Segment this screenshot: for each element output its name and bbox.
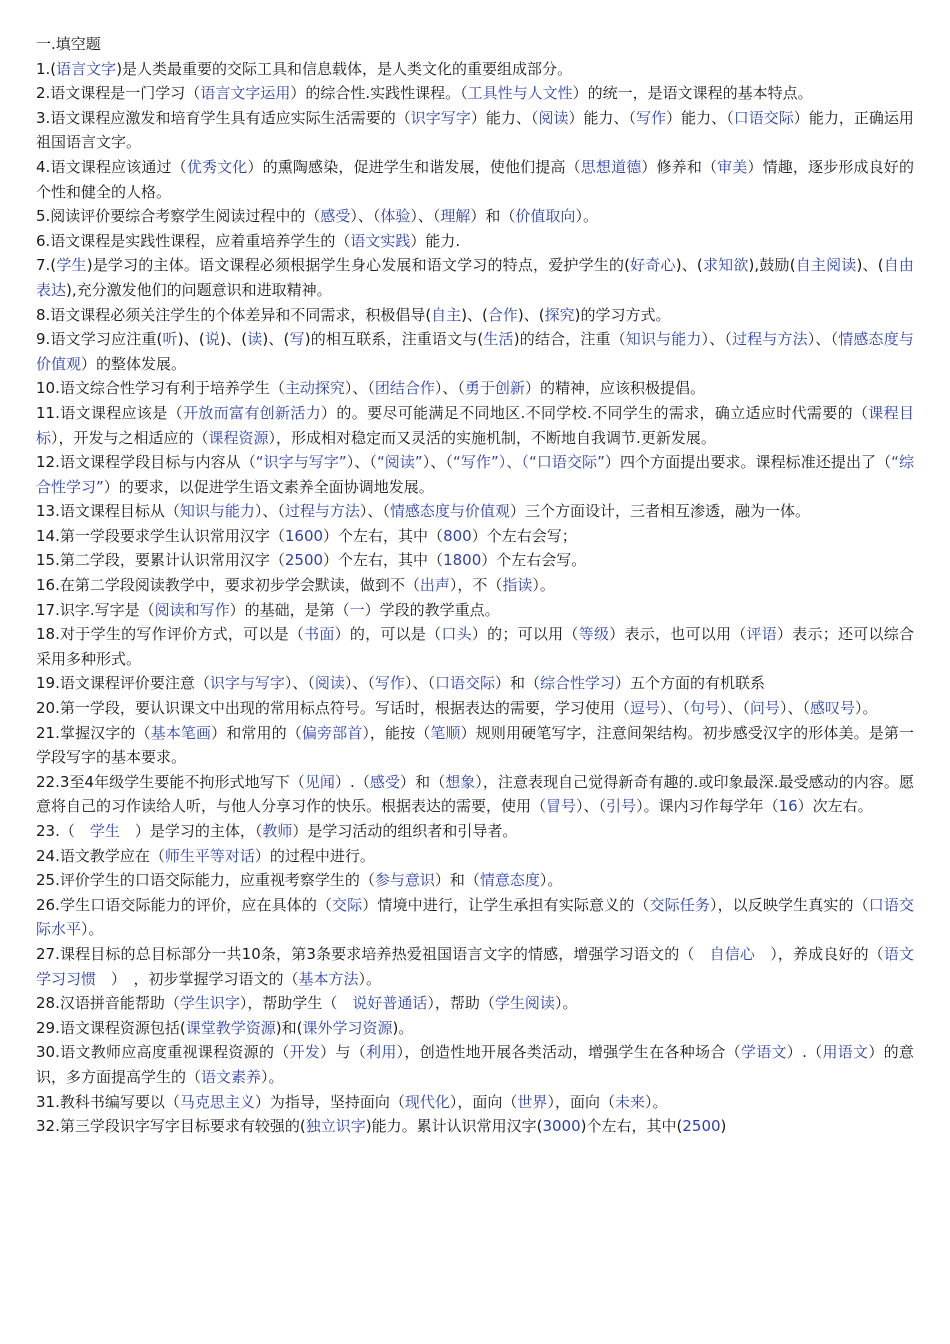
question-text: ）、（ (719, 699, 750, 718)
answer-text: “识字与写字” (255, 453, 347, 472)
question-text: ）。 (644, 1092, 668, 1111)
answer-text: “综合性学习” (36, 453, 914, 496)
question-text: ），面向（ (449, 1092, 518, 1111)
answer-text: 语文实践 (350, 231, 411, 250)
answer-text: 过程与方法 (732, 330, 808, 349)
answer-text: 利用 (366, 1043, 397, 1062)
answer-text: 工具性与人文性 (467, 84, 573, 103)
question-text: ）、（ (576, 797, 607, 816)
answer-text: 价值取向 (515, 207, 576, 226)
answer-text: 教师 (262, 822, 293, 840)
answer-text: 句号 (689, 699, 720, 718)
question-text: )、( (177, 330, 205, 349)
question-text: ），能按（ (362, 723, 431, 742)
question-text: ），以反映学生真实的（ (709, 895, 869, 914)
answer-text: 理解 (440, 207, 471, 226)
question-text: ）.（ (786, 1043, 823, 1062)
question-text: ）个左右会写。 (481, 551, 587, 570)
answer-text: 书面 (304, 625, 335, 644)
question-text: ）的精神，应该积极提倡。 (524, 379, 705, 398)
answer-text: 世界 (517, 1092, 548, 1111)
answer-text: 好奇心 (629, 256, 676, 275)
question-text: )和( (275, 1018, 303, 1037)
question-item (36, 942, 914, 991)
question-text: 16.在第二学段阅读教学中，要求初步学会默读，做到不（ (36, 576, 420, 595)
question-item (36, 106, 914, 155)
answer-text: 评语 (746, 625, 777, 644)
question-text: ）的综合性.实践性课程。（ (290, 84, 468, 103)
answer-text: 自主阅读 (795, 256, 857, 275)
question-item (36, 499, 914, 524)
question-text: )的相互联系，注重语文与( (304, 330, 484, 349)
question-text: 1.( (36, 59, 57, 78)
question-text: )、( (461, 305, 488, 324)
question-text: 5.阅读评价要综合考察学生阅读过程中的（ (36, 207, 321, 226)
document-body (36, 32, 914, 1139)
question-item (36, 770, 914, 819)
answer-text: 综合性学习 (539, 674, 615, 693)
question-item (36, 1016, 914, 1041)
question-item (36, 253, 914, 302)
answer-text: 语言文字 (56, 59, 117, 78)
question-text: 9.语文学习应注重( (36, 330, 163, 349)
question-text: ）和（ (494, 674, 540, 693)
question-text: )是人类最重要的交际工具和信息载体，是人类文化的重要组成部分。 (116, 59, 573, 78)
answer-text: 合作 (487, 305, 518, 324)
question-text: ），开发与之相适应的（ (51, 428, 209, 447)
answer-text: 指读 (502, 576, 533, 595)
answer-text: 逗号 (629, 699, 660, 718)
question-text: ）、（ (422, 453, 453, 472)
answer-text: 开发 (289, 1043, 321, 1062)
answer-text: 出声 (419, 576, 450, 595)
question-text: ），养成良好的（ (755, 944, 884, 963)
question-text: ) (720, 1117, 727, 1136)
answer-text: 体验 (380, 207, 411, 226)
answer-text: 冒号 (546, 797, 577, 816)
question-text: ）。 (532, 576, 555, 595)
question-text: 28.汉语拼音能帮助（ (36, 994, 180, 1013)
answer-text: 语言文字运用 (200, 84, 291, 103)
question-item (36, 376, 914, 401)
question-item (36, 524, 914, 549)
answer-text: 口语交际水平 (36, 895, 914, 939)
answer-text: 知识与能力 (179, 502, 255, 521)
question-text: ），面向（ (547, 1092, 615, 1111)
question-text: ）能力. (410, 231, 461, 250)
question-text: ),充分激发他们的问题意识和进取精神。 (66, 280, 332, 299)
question-item (36, 573, 914, 598)
answer-text: 听 (162, 330, 178, 349)
question-text: ）和（ (434, 871, 480, 890)
question-text: ）是学习的主体，（ (119, 822, 263, 840)
question-text: )、( (517, 305, 545, 324)
answer-text: 2500 (682, 1117, 721, 1136)
question-text: ）次左右。 (797, 797, 873, 816)
answer-text: 识字写字 (410, 108, 471, 127)
answer-text: 独立识字 (305, 1117, 366, 1136)
question-item (36, 1040, 914, 1089)
question-text: ）的。要尽可能满足不同地区.不同学校.不同学生的需求，确立适应时代需要的（ (321, 403, 869, 422)
answer-text: 情感态度与价值观 (389, 502, 510, 521)
question-text: 7.( (36, 256, 57, 275)
question-text: )的学习方式。 (574, 305, 671, 324)
question-item (36, 327, 914, 376)
answer-text: 说好普通话 (352, 994, 428, 1013)
question-text: )、( (675, 256, 703, 275)
answer-text: 阅读 (538, 108, 569, 127)
answer-text: 基本笔画 (150, 723, 212, 742)
question-text: 27.课程目标的总目标部分一共10条，第3条要求培养热爱祖国语言文字的情感，增强学习语文的（ (36, 944, 710, 963)
answer-text: 口语交际 (733, 108, 794, 127)
answer-text: 勇于创新 (464, 379, 525, 398)
question-text: ）、（ (434, 379, 465, 398)
question-text: ），帮助（ (427, 994, 495, 1013)
answer-text: 探究 (544, 305, 575, 324)
question-item (36, 844, 914, 869)
question-text: ）、（ (701, 330, 733, 349)
question-text: ）的统一，是语文课程的基本特点。 (572, 84, 813, 103)
question-text: 21.掌握汉字的（ (36, 723, 151, 742)
answer-text: 审美 (717, 157, 748, 176)
question-item (36, 548, 914, 573)
answer-text: 生活 (483, 330, 514, 349)
answer-text: 说 (204, 330, 221, 349)
answer-text: 语文学习习惯 (36, 944, 914, 988)
question-text: 20.第一学段，要认识课文中出现的常用标点符号。写话时，根据表达的需要，学习使用（ (36, 699, 630, 718)
question-text: 14.第一学段要求学生认识常用汉字（ (36, 526, 285, 545)
question-item (36, 598, 914, 623)
answer-text: 写作 (374, 674, 405, 693)
question-text: 19.语文课程评价要注意（ (36, 674, 210, 693)
question-text: ）为指导，坚持面向（ (254, 1092, 405, 1111)
question-text: ）修养和（ (641, 157, 718, 176)
answer-text: 马克思主义 (179, 1092, 255, 1111)
answer-text: 思想道德 (580, 157, 642, 176)
question-text: ）的要求，以促进学生语文素养全面协调地发展。 (103, 477, 434, 496)
answer-text: 写作 (636, 108, 667, 127)
answer-text: 学生 (56, 256, 87, 275)
question-item (36, 57, 914, 82)
answer-text: 800 (443, 526, 472, 545)
question-text: 6.语文课程是实践性课程，应着重培养学生的（ (36, 231, 351, 250)
answer-text: 等级 (578, 625, 610, 644)
answer-text: 引号 (606, 797, 637, 816)
question-text: ）。 (554, 994, 578, 1013)
answer-text: 自由表达 (36, 256, 914, 299)
question-text: ),鼓励( (748, 256, 796, 275)
question-text: )个左右，其中( (580, 1117, 683, 1136)
answer-text: 求知欲 (702, 256, 749, 275)
answer-text: 情感态度与价值观 (36, 330, 914, 373)
question-item (36, 155, 914, 204)
question-text: ）情趣，逐步形成良好的个性和健全的人格。 (36, 157, 914, 201)
question-text: 17.识字.写字是（ (36, 600, 155, 619)
question-item (36, 622, 914, 671)
question-text: 15.第二学段，要累计认识常用汉字（ (36, 551, 285, 570)
question-text: ）、（ (410, 207, 441, 226)
question-text: ）、（ (359, 502, 390, 521)
question-text: ）、（ (404, 674, 435, 693)
question-text: ）学段的教学重点。 (364, 600, 500, 619)
question-text: ）、（ (807, 330, 839, 349)
question-text: ）。 (358, 969, 382, 988)
question-text: ）。课内习作每学年（ (636, 797, 779, 816)
question-text: ）规则用硬笔写字，注意间架结构。初步感受汉字的形体美。是第一学段写字的基本要求。 (36, 723, 914, 767)
answer-text: 学生识字 (179, 994, 240, 1013)
question-text: 32.第三学段识字写字目标要求有较强的( (36, 1117, 306, 1136)
question-text: 4.语文课程应该通过（ (36, 157, 187, 176)
question-text: ）三个方面设计，三者相互渗透，融为一体。 (509, 502, 810, 521)
answer-text: 问号 (749, 699, 780, 718)
answer-text: 识字与写字 (209, 674, 285, 693)
question-text: )、( (856, 256, 884, 275)
question-text: ）个左右，其中（ (323, 551, 444, 570)
question-text: ），帮助学生（ (239, 994, 353, 1013)
question-item (36, 401, 914, 450)
question-text: )的结合，注重（ (513, 330, 626, 349)
answer-text: 口语交际 (434, 674, 495, 693)
answer-text: 课外学习资源 (302, 1018, 393, 1037)
answer-text: 主动探究 (284, 379, 345, 398)
question-text: 24.语文教学应在（ (36, 846, 165, 865)
question-text: 13.语文课程目标从（ (36, 502, 180, 521)
answer-text: 读 (247, 330, 263, 349)
question-text: ）、（ (346, 453, 377, 472)
answer-text: 一 (349, 600, 365, 619)
question-item (36, 204, 914, 229)
answer-text: 见闻 (304, 772, 335, 791)
question-text: ）的，可以是（ (334, 625, 442, 644)
question-text: ）的过程中进行。 (254, 846, 375, 865)
question-text: ）四个方面提出要求。课程标准还提出了（ (604, 453, 892, 472)
question-item (36, 696, 914, 721)
question-text: ）的熏陶感染，促进学生和谐发展，使他们提高（ (247, 157, 581, 176)
answer-text: 语文素养 (201, 1067, 262, 1086)
question-text: 12.语文课程学段目标与内容从（ (36, 453, 256, 472)
question-text: ）和常用的（ (211, 723, 302, 742)
answer-text: 阅读和写作 (154, 600, 230, 619)
question-text: 25.评价学生的口语交际能力，应重视考察学生的（ (36, 871, 375, 890)
answer-text: 未来 (614, 1092, 645, 1111)
question-text: 30.语文教师应高度重视课程资源的（ (36, 1043, 290, 1062)
answer-text: 笔顺 (430, 723, 461, 742)
answer-text: 学生阅读 (494, 994, 555, 1013)
answer-text: 课程目标 (36, 403, 914, 447)
question-item (36, 450, 914, 499)
question-text: 11.语文课程应该是（ (36, 403, 183, 422)
question-text: ）和（ (470, 207, 516, 226)
answer-text: 参与意识 (374, 871, 435, 890)
question-item (36, 893, 914, 942)
question-item (36, 671, 914, 696)
answer-text: 学语文 (740, 1043, 787, 1062)
question-text: )是学习的主体。语文课程必须根据学生身心发展和语文学习的特点，爱护学生的( (86, 256, 630, 275)
question-text: ）。 (261, 1067, 284, 1086)
question-item (36, 721, 914, 770)
question-text: 22.3至4年级学生要能不拘形式地写下（ (36, 772, 305, 791)
answer-text: 交际 (332, 895, 363, 914)
answer-text: 开放而富有创新活力 (182, 403, 322, 422)
answer-text: 用语文 (822, 1043, 869, 1062)
answer-text: 16 (778, 797, 798, 816)
question-text: ）.（ (334, 772, 370, 791)
question-text: ）能力，正确运用祖国语言文字。 (36, 108, 914, 152)
question-text: ）。 (81, 920, 104, 939)
question-text: 10.语文综合性学习有利于培养学生（ (36, 379, 285, 398)
answer-text: 师生平等对话 (164, 846, 255, 865)
question-item (36, 229, 914, 254)
answer-text: “写作”）、（“口语交际” (452, 453, 605, 472)
question-text: )、( (262, 330, 290, 349)
answer-text: 想象 (445, 772, 476, 791)
question-text: ）能力、（ (666, 108, 734, 127)
question-text: ），创造性地开展各类活动，增强学生在各种场合（ (396, 1043, 741, 1062)
answer-text: 过程与方法 (284, 502, 360, 521)
question-text: ）。 (539, 871, 563, 890)
answer-text: 阅读 (314, 674, 345, 693)
question-text: ）是学习活动的组织者和引导者。 (292, 822, 518, 840)
question-text: 26.学生口语交际能力的评价，应在具体的（ (36, 895, 333, 914)
answer-text: 课堂教学资源 (185, 1018, 276, 1037)
question-text: ）和（ (400, 772, 446, 791)
question-text: )、( (220, 330, 248, 349)
question-text: ）表示；还可以综合采用多种形式。 (36, 625, 914, 668)
question-text: ）能力、（ (568, 108, 637, 127)
question-text: 8.语文课程必须关注学生的个体差异和不同需求，积极倡导( (36, 305, 432, 324)
question-text: ）的意识，多方面提高学生的（ (36, 1043, 914, 1086)
question-text: 3.语文课程应激发和培育学生具有适应实际生活需要的（ (36, 108, 411, 127)
question-text: ）、（ (284, 674, 315, 693)
answer-text: 学生 (89, 822, 120, 840)
question-item (36, 991, 914, 1016)
question-list (36, 57, 914, 1139)
answer-text: 团结合作 (374, 379, 435, 398)
question-item (36, 819, 914, 844)
answer-text: 2500 (284, 551, 324, 570)
question-text: ）、（ (344, 379, 375, 398)
answer-text: 交际任务 (649, 895, 710, 914)
answer-text: 3000 (542, 1117, 581, 1136)
question-text: ） ，初步掌握学习语文的（ (96, 969, 299, 988)
question-item (36, 81, 914, 106)
answer-text: 优秀文化 (186, 157, 248, 176)
answer-text: 口头 (441, 625, 472, 644)
question-text: ）、（ (344, 674, 375, 693)
question-text: 18.对于学生的写作评价方式，可以是（ (36, 625, 305, 644)
question-text: 2.语文课程是一门学习（ (36, 84, 201, 103)
question-text: ）、（ (779, 699, 810, 718)
question-text: ）。 (575, 207, 598, 226)
question-text: 31.教科书编写要以（ (36, 1092, 180, 1111)
question-text: 23.（ (36, 822, 90, 840)
answer-text: 课程资源 (208, 428, 269, 447)
question-text: ）、（ (350, 207, 381, 226)
answer-text: 现代化 (404, 1092, 450, 1111)
question-text: ）与（ (320, 1043, 367, 1062)
question-text: ）表示，也可以用（ (609, 625, 747, 644)
question-text: ）个左右会写； (471, 526, 577, 545)
answer-text: 感受 (320, 207, 351, 226)
answer-text: 自信心 (709, 944, 756, 963)
question-text: ）个左右，其中（ (323, 526, 444, 545)
question-item (36, 868, 914, 893)
answer-text: 1800 (443, 551, 482, 570)
section-title: 一.填空题 (36, 35, 101, 53)
answer-text: 写 (289, 330, 305, 349)
question-text: ）。 (854, 699, 878, 718)
question-text: )。 (392, 1018, 414, 1037)
answer-text: 基本方法 (298, 969, 359, 988)
answer-text: 自主 (431, 305, 462, 324)
question-text: ）情境中进行，让学生承担有实际意义的（ (362, 895, 650, 914)
question-item (36, 1114, 914, 1139)
question-text: 29.语文课程资源包括( (36, 1018, 186, 1037)
question-text: ），不（ (449, 576, 503, 595)
question-text: ），注意表现自己觉得新奇有趣的.或印象最深.最受感动的内容。愿意将自己的习作读给人听，与他人分享习作的快乐。根据表达的需要，使用（ (36, 772, 914, 816)
question-text: ）的；可以用（ (471, 625, 579, 644)
question-text: ）的整体发展。 (81, 354, 187, 373)
answer-text: 情意态度 (479, 871, 540, 890)
question-text: ）能力、（ (470, 108, 539, 127)
question-item (36, 1090, 914, 1115)
answer-text: 知识与能力 (625, 330, 702, 349)
answer-text: 感叹号 (809, 699, 855, 718)
question-text: ）的基础，是第（ (229, 600, 350, 619)
answer-text: “阅读” (376, 453, 423, 472)
question-item (36, 303, 914, 328)
question-text: ）、（ (254, 502, 285, 521)
question-text: )能力。累计认识常用汉字( (365, 1117, 543, 1136)
question-text: ），形成相对稳定而又灵活的实施机制，不断地自我调节.更新发展。 (268, 428, 716, 447)
question-text: ）五个方面的有机联系 (615, 674, 766, 693)
question-text: ）、（ (659, 699, 690, 718)
answer-text: 偏旁部首 (301, 723, 363, 742)
answer-text: 1600 (284, 526, 324, 545)
answer-text: 感受 (369, 772, 401, 791)
